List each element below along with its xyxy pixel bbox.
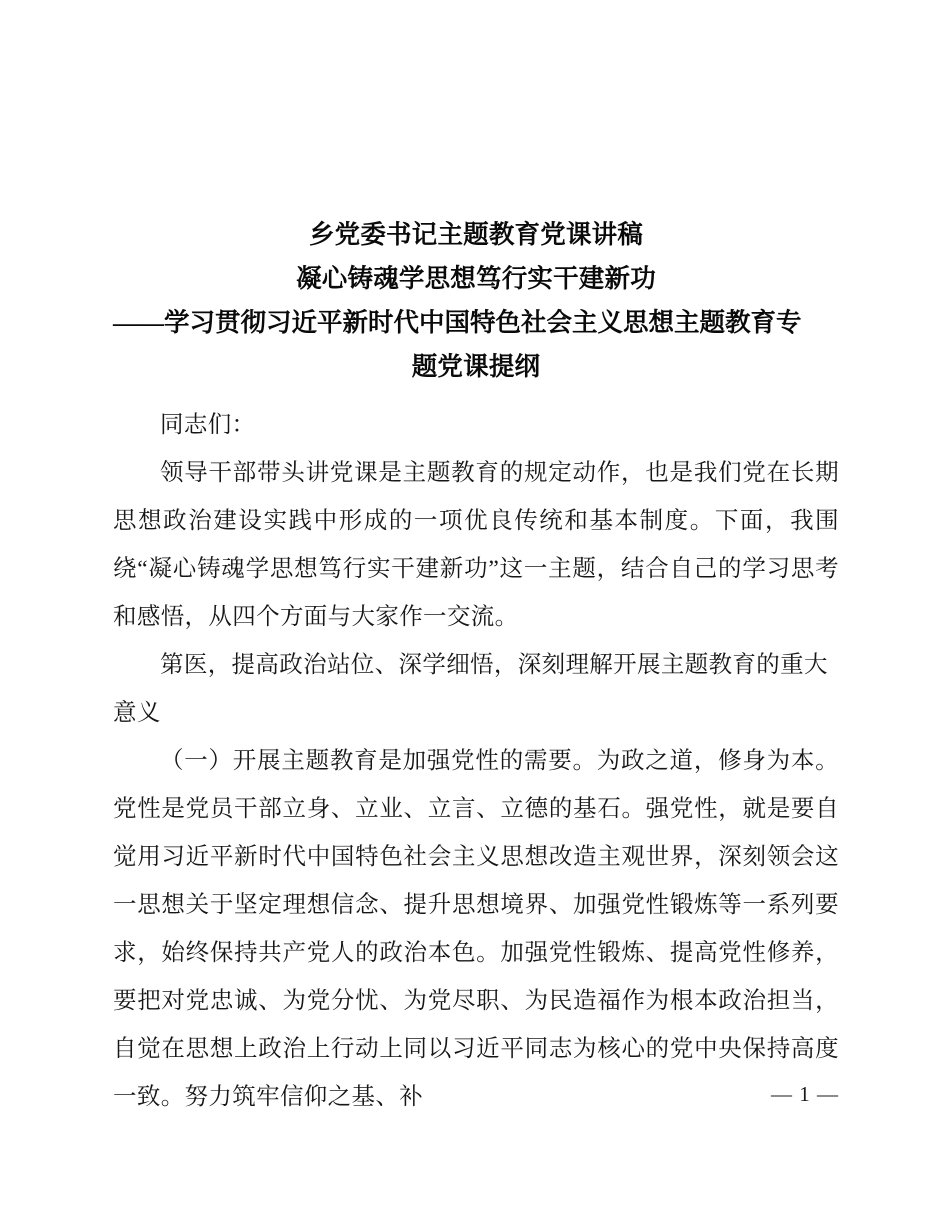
section-heading-first: 第医，提高政治站位、深学细悟，深刻理解开展主题教育的重大意义 [113, 652, 828, 726]
document-title-block [113, 0, 839, 389]
document-title-line-1: 乡党委书记主题教育党课讲稿 [308, 220, 644, 249]
body-paragraph-intro: 领导干部带头讲党课是主题教育的规定动作，也是我们党在长期思想政治建设实践中形成的一项优良传统和基本制度。下面，我围绕“凝心铸魂学思想笃行实干建新功”这一主题，结合自己的学习思考和感悟，从四个方面与大家作一交流。 [113, 460, 839, 630]
body-paragraph-subsection-one: （一）开展主题教育是加强党性的需要。为政之道，修身为本。党性是党员干部立身、立业、立言、立德的基石。强党性，就是要自觉用习近平新时代中国特色社会主义思想改造主观世界，深刻领会这一思想关于坚定理想信念、提升思想境界、加强党性锻炼等一系列要求，始终保持共产党人的政治本色。加强党性锻炼、提高党性修养，要把对党忠诚、为党分忧、为党尽职、为民造福作为根本政治担当，自觉在思想上政治上行动上同以习近平同志为核心的党中央保持高度一致。努力筑牢信仰之基、补 [113, 748, 839, 1110]
page-footer [113, 1082, 839, 1107]
document-title-line-3: ——学习贯彻习近平新时代中国特色社会主义思想主题教育专 [113, 308, 802, 337]
salutation-line: 同志们： [160, 412, 256, 438]
document-title-line-4: 题党课提纲 [411, 352, 541, 381]
page-number: — 1 — [771, 1082, 839, 1106]
document-title-line-2: 凝心铸魂学思想笃行实干建新功 [296, 264, 656, 293]
document-body [113, 401, 839, 1121]
page-content [113, 0, 839, 1121]
